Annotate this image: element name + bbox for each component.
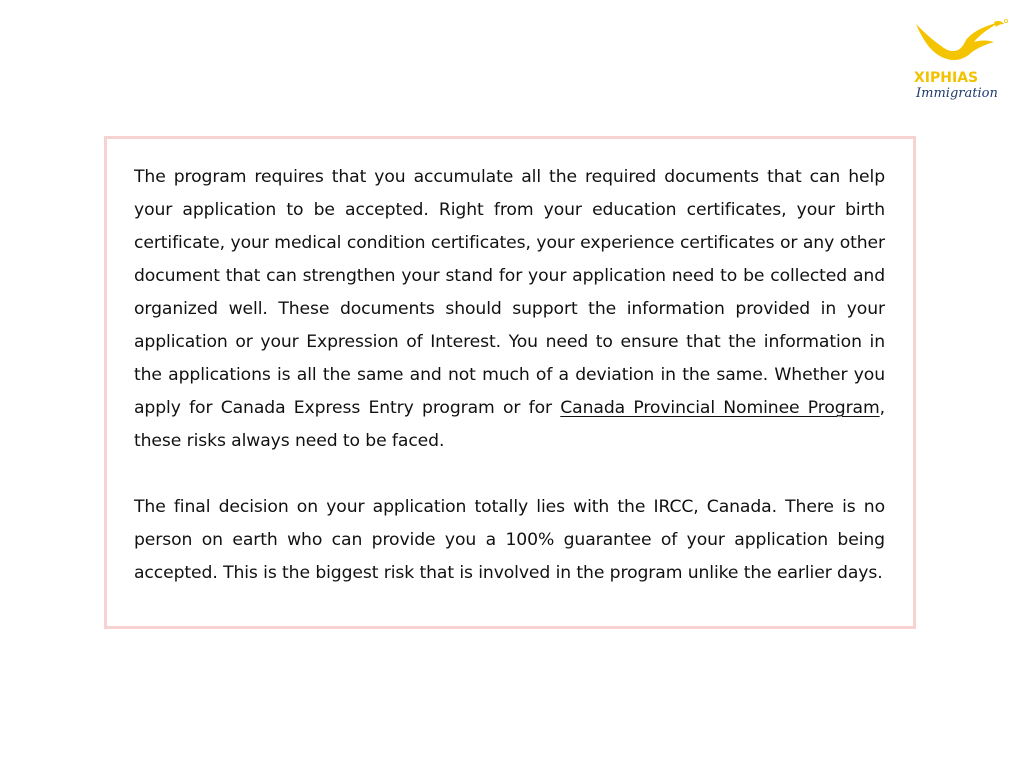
content-box: [104, 136, 916, 629]
logo-brand-text: XIPHIAS: [914, 70, 979, 86]
logo-subtitle-text: Immigration: [916, 86, 998, 101]
paragraph-documents: [134, 161, 885, 458]
canada-pnp-link[interactable]: Canada Provincial Nominee Program: [560, 398, 880, 418]
paragraph-final-decision: The final decision on your application totally lies with the IRCC, Canada. There is no person on earth who can provide you a 100% guarantee of your application being accepted. This is the biggest risk that is involved in the program unlike the earlier days.: [134, 497, 885, 583]
paragraph-documents-end: , these risks always need to be faced.: [134, 398, 885, 451]
company-logo: [910, 18, 1010, 108]
eagle-icon: [910, 18, 1010, 74]
paragraph-documents-text: The program requires that you accumulate all the required documents that can help your application to be accepted. Right from your education certificates, your birth certificate, your medical condition certificates, your experience certificates or any other document that can strengthen your stand for your application need to be collected and organized well. These documents should support the information provided in your application or your Expression of Interest. You need to ensure that the information in the applications is all the same and not much of a deviation in the same. Whether you apply for Canada Express Entry program or for: [134, 167, 885, 418]
